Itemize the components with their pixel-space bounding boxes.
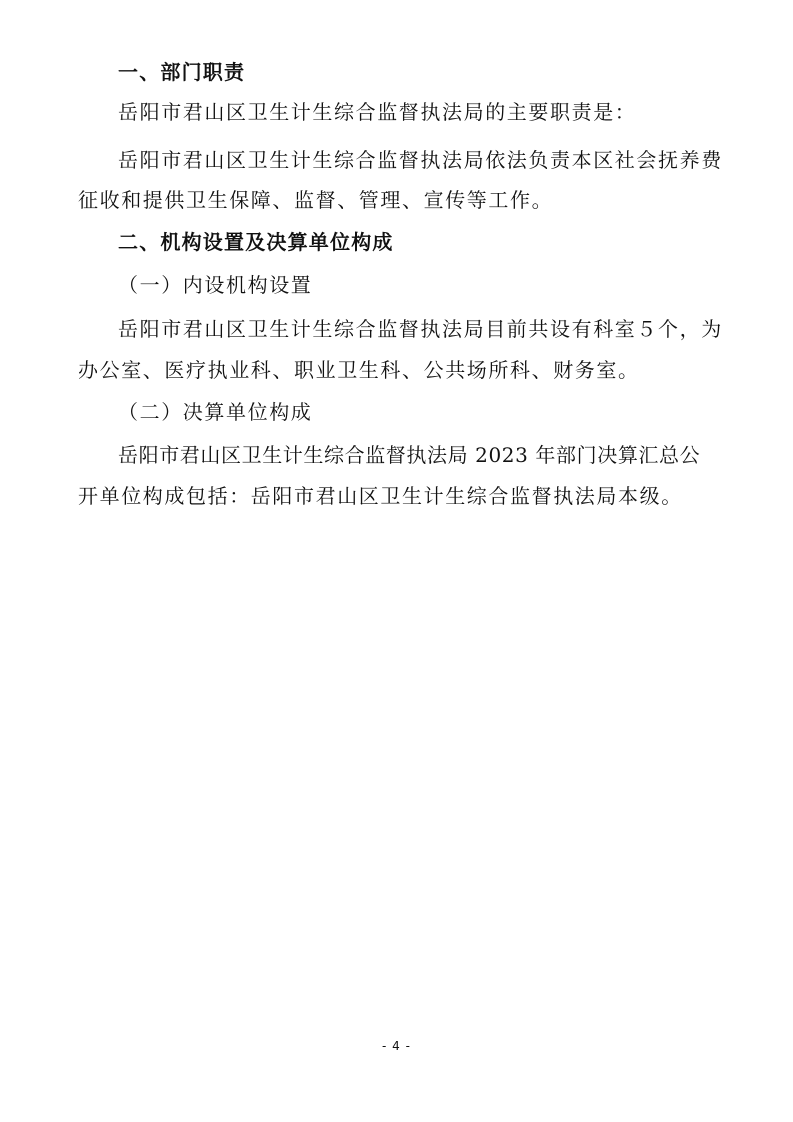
section2-heading: 二、机构设置及决算单位构成 — [118, 230, 394, 254]
section1-paragraph-2-line-1: 岳阳市君山区卫生计生综合监督执法局依法负责本区社会抚养费 — [118, 148, 723, 172]
subsection1-paragraph-line-1: 岳阳市君山区卫生计生综合监督执法局目前共设有科室５个，为 — [118, 317, 723, 341]
subsection2-paragraph-line-2: 开单位构成包括：岳阳市君山区卫生计生综合监督执法局本级。 — [78, 484, 683, 508]
section1-heading: 一、部门职责 — [118, 60, 246, 84]
subsection1-paragraph-line-2: 办公室、医疗执业科、职业卫生科、公共场所科、财务室。 — [78, 358, 640, 382]
page-number: - 4 - — [382, 1039, 411, 1053]
subsection2-paragraph-line-1: 岳阳市君山区卫生计生综合监督执法局 2023 年部门决算汇总公 — [118, 443, 701, 467]
subsection2-heading: （二）决算单位构成 — [118, 400, 313, 424]
section1-paragraph-2-line-2: 征收和提供卫生保障、监督、管理、宣传等工作。 — [78, 188, 554, 212]
subsection1-heading: （一）内设机构设置 — [118, 273, 313, 297]
section1-paragraph-1: 岳阳市君山区卫生计生综合监督执法局的主要职责是： — [118, 100, 637, 124]
